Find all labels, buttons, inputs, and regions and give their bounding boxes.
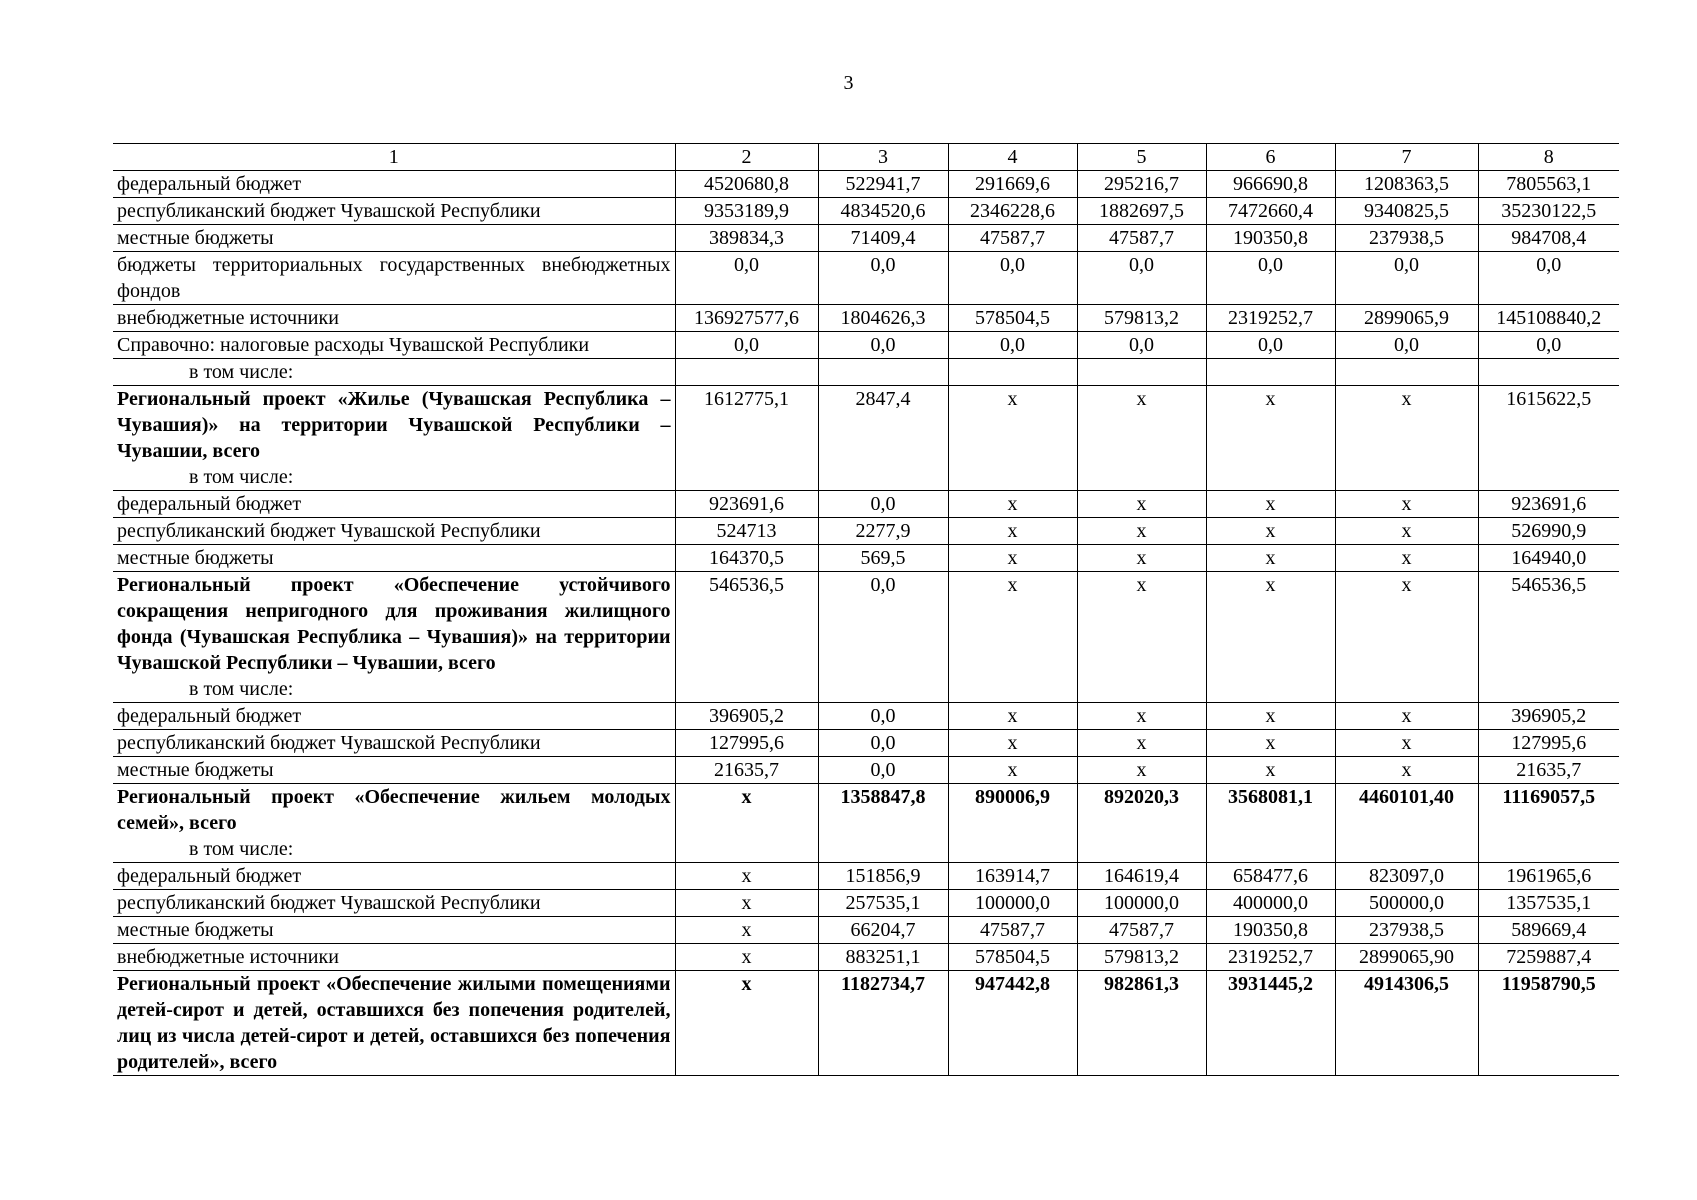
cell-col-5: х xyxy=(1077,757,1206,784)
row-label xyxy=(113,890,675,917)
row-label-text: бюджеты территориальных государственных внебюджетных фондов xyxy=(117,254,671,302)
cell-col-8: 11169057,5 xyxy=(1478,784,1619,863)
row-label-text: федеральный бюджет xyxy=(117,173,302,195)
table-header-row xyxy=(113,144,1619,171)
cell-col-7: х xyxy=(1335,730,1478,757)
table-row xyxy=(113,703,1619,730)
column-header-7: 7 xyxy=(1335,144,1478,171)
cell-col-6: х xyxy=(1206,545,1335,572)
row-label-text: федеральный бюджет xyxy=(117,865,302,887)
cell-col-7: 4460101,40 xyxy=(1335,784,1478,863)
cell-col-3: 1804626,3 xyxy=(818,305,948,332)
cell-col-8: 0,0 xyxy=(1478,252,1619,305)
cell-col-4: 47587,7 xyxy=(948,225,1077,252)
project-title: Региональный проект «Обеспечение устойчивого сокращения непригодного для проживания жилищного фонда (Чувашская Республика – Чувашия)» на территории Чувашской Республики – Чувашии, всего xyxy=(117,574,671,674)
cell-col-8: 396905,2 xyxy=(1478,703,1619,730)
cell-col-5: х xyxy=(1077,703,1206,730)
cell-col-2: 0,0 xyxy=(675,332,818,359)
cell-col-2: 4520680,8 xyxy=(675,171,818,198)
table-row xyxy=(113,198,1619,225)
cell-col-7: х xyxy=(1335,518,1478,545)
row-label-text: республиканский бюджет Чувашской Республики xyxy=(117,520,541,542)
cell-col-6: х xyxy=(1206,572,1335,703)
cell-col-7: 823097,0 xyxy=(1335,863,1478,890)
cell-col-7: 0,0 xyxy=(1335,332,1478,359)
cell-col-6: 3568081,1 xyxy=(1206,784,1335,863)
cell-col-4: 47587,7 xyxy=(948,917,1077,944)
column-header-1: 1 xyxy=(113,144,675,171)
cell-col-4: х xyxy=(948,572,1077,703)
cell-col-5: 579813,2 xyxy=(1077,944,1206,971)
table-row xyxy=(113,730,1619,757)
row-label xyxy=(113,572,675,703)
cell-col-3: 2847,4 xyxy=(818,386,948,491)
cell-col-3: 0,0 xyxy=(818,757,948,784)
row-label-text: федеральный бюджет xyxy=(117,705,302,727)
cell-col-4: 2346228,6 xyxy=(948,198,1077,225)
table-row xyxy=(113,757,1619,784)
cell-col-8: 589669,4 xyxy=(1478,917,1619,944)
cell-col-5: 0,0 xyxy=(1077,252,1206,305)
cell-col-4: 0,0 xyxy=(948,332,1077,359)
cell-col-5: х xyxy=(1077,730,1206,757)
project-title: Региональный проект «Обеспечение жильем молодых семей», всего xyxy=(117,786,671,834)
cell-col-3: 0,0 xyxy=(818,252,948,305)
row-label xyxy=(113,332,675,359)
cell-col-3: 1358847,8 xyxy=(818,784,948,863)
cell-col-4: х xyxy=(948,518,1077,545)
cell-col-4: 0,0 xyxy=(948,252,1077,305)
row-label xyxy=(113,359,675,386)
table-row-project xyxy=(113,784,1619,863)
cell-col-4: х xyxy=(948,703,1077,730)
cell-col-5 xyxy=(1077,359,1206,386)
cell-col-3: 151856,9 xyxy=(818,863,948,890)
cell-col-2: 164370,5 xyxy=(675,545,818,572)
column-header-8: 8 xyxy=(1478,144,1619,171)
cell-col-5: 0,0 xyxy=(1077,332,1206,359)
cell-col-8: 21635,7 xyxy=(1478,757,1619,784)
cell-col-7: 2899065,9 xyxy=(1335,305,1478,332)
cell-col-5: 579813,2 xyxy=(1077,305,1206,332)
table-row xyxy=(113,252,1619,305)
cell-col-6: х xyxy=(1206,757,1335,784)
cell-col-2: 524713 xyxy=(675,518,818,545)
cell-col-5: х xyxy=(1077,491,1206,518)
cell-col-2: х xyxy=(675,784,818,863)
cell-col-8: 7259887,4 xyxy=(1478,944,1619,971)
cell-col-6: х xyxy=(1206,386,1335,491)
cell-col-6: х xyxy=(1206,730,1335,757)
cell-col-6 xyxy=(1206,359,1335,386)
row-label-text: федеральный бюджет xyxy=(117,493,302,515)
table-row xyxy=(113,518,1619,545)
cell-col-3: 66204,7 xyxy=(818,917,948,944)
cell-col-3: 0,0 xyxy=(818,332,948,359)
cell-col-7: 237938,5 xyxy=(1335,917,1478,944)
cell-col-6: 7472660,4 xyxy=(1206,198,1335,225)
cell-col-3: 883251,1 xyxy=(818,944,948,971)
cell-col-8: 526990,9 xyxy=(1478,518,1619,545)
table-row xyxy=(113,305,1619,332)
row-label xyxy=(113,225,675,252)
cell-col-5: х xyxy=(1077,545,1206,572)
cell-col-4: 947442,8 xyxy=(948,971,1077,1076)
cell-col-3: 71409,4 xyxy=(818,225,948,252)
cell-col-3: 2277,9 xyxy=(818,518,948,545)
row-label xyxy=(113,545,675,572)
row-label-text: местные бюджеты xyxy=(117,547,274,569)
cell-col-6: 0,0 xyxy=(1206,252,1335,305)
row-sublabel: в том числе: xyxy=(189,466,294,488)
cell-col-6: 658477,6 xyxy=(1206,863,1335,890)
cell-col-8: 984708,4 xyxy=(1478,225,1619,252)
cell-col-7: 4914306,5 xyxy=(1335,971,1478,1076)
row-label-text: местные бюджеты xyxy=(117,759,274,781)
cell-col-6: 966690,8 xyxy=(1206,171,1335,198)
cell-col-2: х xyxy=(675,944,818,971)
cell-col-6: х xyxy=(1206,491,1335,518)
cell-col-3: 569,5 xyxy=(818,545,948,572)
cell-col-6: 2319252,7 xyxy=(1206,944,1335,971)
cell-col-4: 890006,9 xyxy=(948,784,1077,863)
row-label xyxy=(113,917,675,944)
cell-col-7: х xyxy=(1335,703,1478,730)
row-label-text: республиканский бюджет Чувашской Республики xyxy=(117,892,541,914)
cell-col-4: 291669,6 xyxy=(948,171,1077,198)
cell-col-2: 136927577,6 xyxy=(675,305,818,332)
cell-col-3: 522941,7 xyxy=(818,171,948,198)
cell-col-5: 47587,7 xyxy=(1077,917,1206,944)
cell-col-6: 2319252,7 xyxy=(1206,305,1335,332)
row-label xyxy=(113,386,675,491)
table-row xyxy=(113,171,1619,198)
cell-col-4: х xyxy=(948,545,1077,572)
column-header-3: 3 xyxy=(818,144,948,171)
cell-col-5: 100000,0 xyxy=(1077,890,1206,917)
row-sublabel: в том числе: xyxy=(189,678,294,700)
cell-col-2: 546536,5 xyxy=(675,572,818,703)
table-row xyxy=(113,332,1619,359)
column-header-6: 6 xyxy=(1206,144,1335,171)
cell-col-4: х xyxy=(948,386,1077,491)
cell-col-5: 47587,7 xyxy=(1077,225,1206,252)
cell-col-8 xyxy=(1478,359,1619,386)
row-sublabel: в том числе: xyxy=(189,361,294,383)
cell-col-5: х xyxy=(1077,572,1206,703)
cell-col-2: 389834,3 xyxy=(675,225,818,252)
row-label xyxy=(113,171,675,198)
table-row xyxy=(113,545,1619,572)
cell-col-8: 127995,6 xyxy=(1478,730,1619,757)
cell-col-2: х xyxy=(675,863,818,890)
table-row-project xyxy=(113,971,1619,1076)
cell-col-3: 257535,1 xyxy=(818,890,948,917)
column-header-5: 5 xyxy=(1077,144,1206,171)
cell-col-8: 546536,5 xyxy=(1478,572,1619,703)
row-label xyxy=(113,784,675,863)
cell-col-4: 578504,5 xyxy=(948,305,1077,332)
cell-col-7: х xyxy=(1335,386,1478,491)
cell-col-7: 0,0 xyxy=(1335,252,1478,305)
row-sublabel: в том числе: xyxy=(189,838,294,860)
project-title: Региональный проект «Жилье (Чувашская Республика – Чувашия)» на территории Чувашской Республики – Чувашии, всего xyxy=(117,388,671,462)
table-row xyxy=(113,863,1619,890)
row-label-text: внебюджетные источники xyxy=(117,307,339,329)
cell-col-6: х xyxy=(1206,518,1335,545)
cell-col-2: 1612775,1 xyxy=(675,386,818,491)
row-label xyxy=(113,252,675,305)
cell-col-3: 0,0 xyxy=(818,491,948,518)
table-row xyxy=(113,890,1619,917)
table-row-project xyxy=(113,386,1619,491)
cell-col-4 xyxy=(948,359,1077,386)
row-label-text: местные бюджеты xyxy=(117,919,274,941)
cell-col-3: 0,0 xyxy=(818,730,948,757)
table-row xyxy=(113,225,1619,252)
cell-col-7: 1208363,5 xyxy=(1335,171,1478,198)
row-label-text: местные бюджеты xyxy=(117,227,274,249)
cell-col-8: 0,0 xyxy=(1478,332,1619,359)
row-label-text: республиканский бюджет Чувашской Республики xyxy=(117,732,541,754)
row-label xyxy=(113,703,675,730)
cell-col-3 xyxy=(818,359,948,386)
cell-col-6: 0,0 xyxy=(1206,332,1335,359)
cell-col-8: 164940,0 xyxy=(1478,545,1619,572)
budget-table xyxy=(113,143,1619,1076)
cell-col-7: х xyxy=(1335,545,1478,572)
table-row-project xyxy=(113,572,1619,703)
cell-col-7: х xyxy=(1335,572,1478,703)
row-label-text: Справочно: налоговые расходы Чувашской Республики xyxy=(117,334,590,356)
cell-col-6: 3931445,2 xyxy=(1206,971,1335,1076)
cell-col-6: 400000,0 xyxy=(1206,890,1335,917)
table-row xyxy=(113,359,1619,386)
cell-col-4: 100000,0 xyxy=(948,890,1077,917)
cell-col-7: 237938,5 xyxy=(1335,225,1478,252)
table-row xyxy=(113,491,1619,518)
cell-col-8: 11958790,5 xyxy=(1478,971,1619,1076)
cell-col-5: 1882697,5 xyxy=(1077,198,1206,225)
cell-col-8: 923691,6 xyxy=(1478,491,1619,518)
cell-col-2: х xyxy=(675,917,818,944)
cell-col-7: х xyxy=(1335,757,1478,784)
cell-col-2: 923691,6 xyxy=(675,491,818,518)
row-label-text: внебюджетные источники xyxy=(117,946,339,968)
cell-col-8: 145108840,2 xyxy=(1478,305,1619,332)
cell-col-4: х xyxy=(948,491,1077,518)
cell-col-4: 163914,7 xyxy=(948,863,1077,890)
row-label xyxy=(113,944,675,971)
cell-col-3: 4834520,6 xyxy=(818,198,948,225)
row-label xyxy=(113,518,675,545)
cell-col-5: 164619,4 xyxy=(1077,863,1206,890)
cell-col-2: х xyxy=(675,971,818,1076)
cell-col-4: х xyxy=(948,757,1077,784)
cell-col-2: х xyxy=(675,890,818,917)
cell-col-5: 295216,7 xyxy=(1077,171,1206,198)
row-label xyxy=(113,757,675,784)
cell-col-4: х xyxy=(948,730,1077,757)
row-label xyxy=(113,730,675,757)
row-label xyxy=(113,198,675,225)
cell-col-7: х xyxy=(1335,491,1478,518)
row-label xyxy=(113,863,675,890)
cell-col-5: х xyxy=(1077,518,1206,545)
cell-col-3: 1182734,7 xyxy=(818,971,948,1076)
cell-col-8: 1357535,1 xyxy=(1478,890,1619,917)
cell-col-2: 0,0 xyxy=(675,252,818,305)
cell-col-2: 21635,7 xyxy=(675,757,818,784)
cell-col-4: 578504,5 xyxy=(948,944,1077,971)
cell-col-3: 0,0 xyxy=(818,703,948,730)
cell-col-7: 9340825,5 xyxy=(1335,198,1478,225)
cell-col-6: х xyxy=(1206,703,1335,730)
cell-col-7 xyxy=(1335,359,1478,386)
cell-col-2: 127995,6 xyxy=(675,730,818,757)
cell-col-8: 7805563,1 xyxy=(1478,171,1619,198)
cell-col-2: 396905,2 xyxy=(675,703,818,730)
cell-col-6: 190350,8 xyxy=(1206,225,1335,252)
cell-col-2 xyxy=(675,359,818,386)
project-title: Региональный проект «Обеспечение жилыми помещениями детей-сирот и детей, оставшихся без попечения родителей, лиц из числа детей-сирот и детей, оставшихся без попечения родителей», всего xyxy=(117,973,671,1073)
column-header-4: 4 xyxy=(948,144,1077,171)
cell-col-8: 1961965,6 xyxy=(1478,863,1619,890)
cell-col-6: 190350,8 xyxy=(1206,917,1335,944)
cell-col-7: 500000,0 xyxy=(1335,890,1478,917)
row-label xyxy=(113,305,675,332)
row-label xyxy=(113,971,675,1076)
row-label-text: республиканский бюджет Чувашской Республики xyxy=(117,200,541,222)
cell-col-8: 1615622,5 xyxy=(1478,386,1619,491)
cell-col-7: 2899065,90 xyxy=(1335,944,1478,971)
cell-col-5: 892020,3 xyxy=(1077,784,1206,863)
column-header-2: 2 xyxy=(675,144,818,171)
cell-col-2: 9353189,9 xyxy=(675,198,818,225)
cell-col-8: 35230122,5 xyxy=(1478,198,1619,225)
table-row xyxy=(113,944,1619,971)
cell-col-5: х xyxy=(1077,386,1206,491)
page-number: 3 xyxy=(843,72,854,94)
cell-col-3: 0,0 xyxy=(818,572,948,703)
table-row xyxy=(113,917,1619,944)
cell-col-5: 982861,3 xyxy=(1077,971,1206,1076)
row-label xyxy=(113,491,675,518)
